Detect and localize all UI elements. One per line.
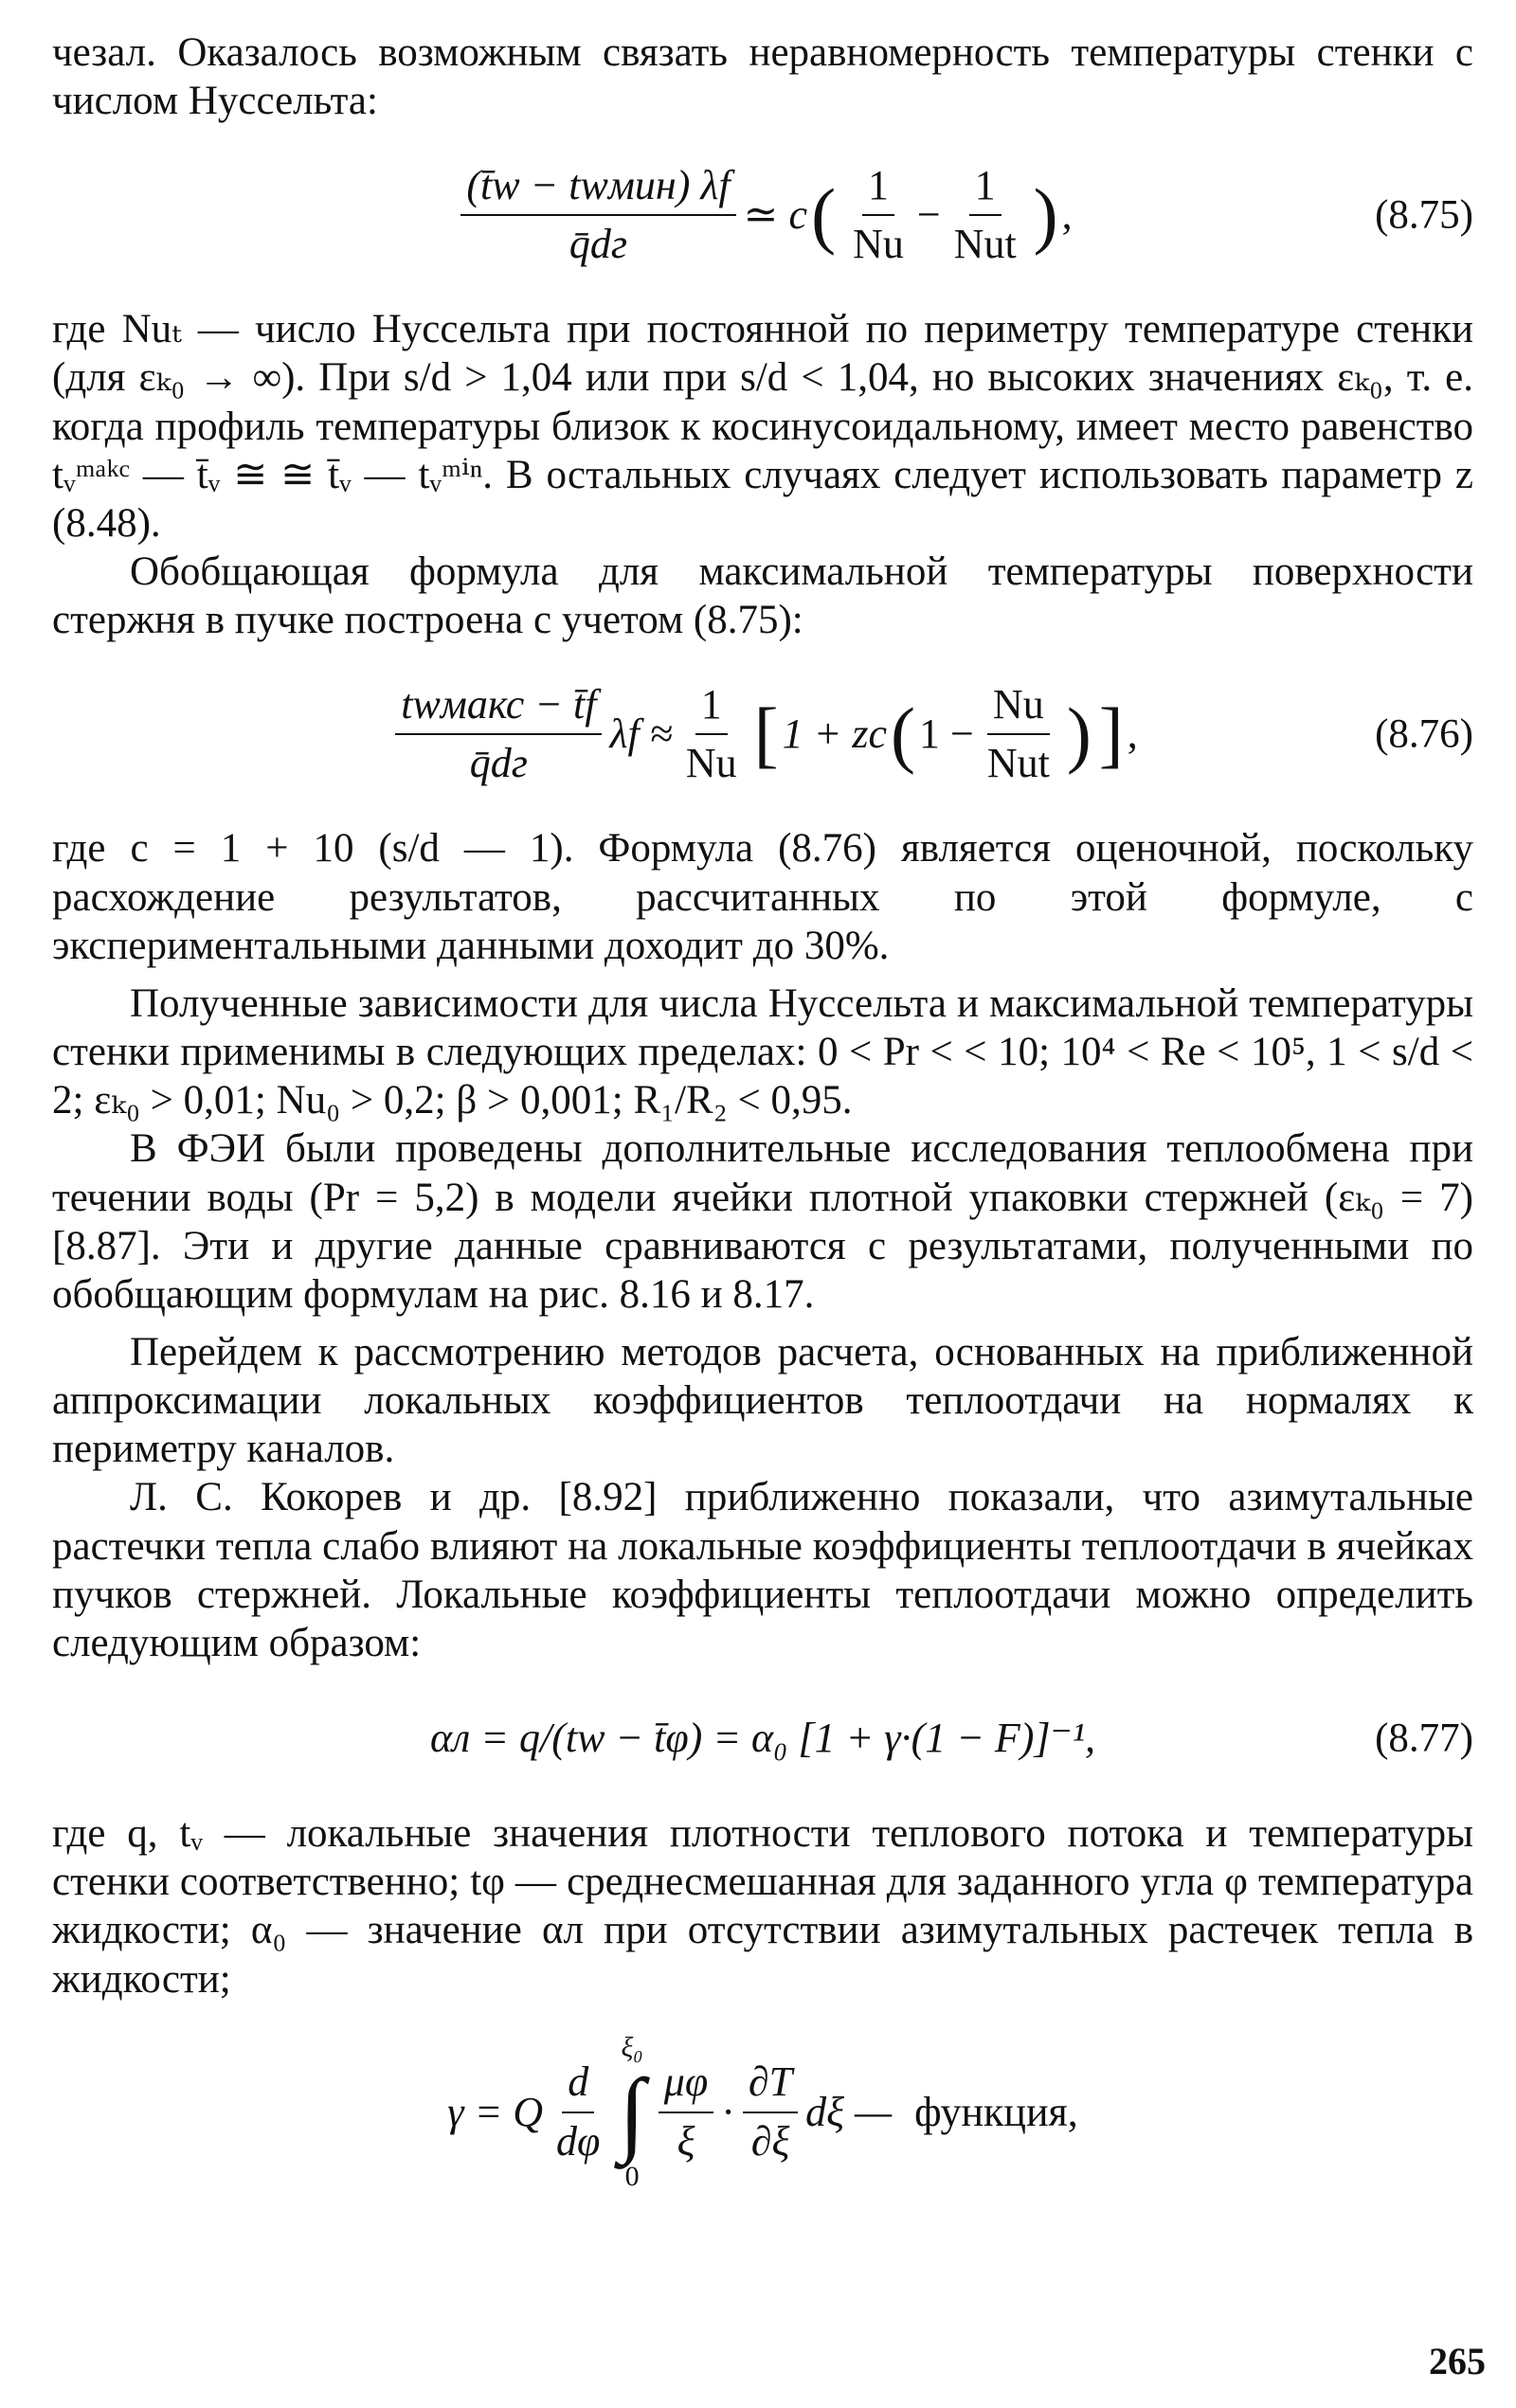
equation-number-8-75: (8.75)	[1375, 192, 1473, 238]
formula-8-75	[52, 144, 1473, 286]
integral-sign	[619, 2031, 644, 2193]
formula-8-76-coef	[680, 680, 743, 789]
formula-8-76-lambda: λf ≈	[609, 710, 673, 758]
paragraph-intro: чезал. Оказалось возможным связать неравномерность температуры стенки с числом Нуссельта:	[52, 30, 1473, 124]
left-bracket: [	[753, 692, 779, 776]
derivative-numerator: d	[562, 2058, 594, 2112]
ratio-numerator: Nu	[987, 680, 1050, 735]
mu-denominator: ξ	[677, 2117, 695, 2165]
right-paren: )	[1033, 173, 1058, 257]
formula-gamma-expr	[52, 2022, 1473, 2202]
inner-left-paren: (	[891, 692, 915, 776]
formula-8-76-inner: 1 + zc	[782, 710, 887, 758]
left-paren: (	[811, 173, 837, 257]
formula-8-75-fraction	[460, 161, 735, 270]
integral-symbol: ∫	[619, 2058, 645, 2165]
formula-8-76-numerator: twмакс − t̄f	[395, 680, 602, 735]
integral-upper-limit: ξ₀	[621, 2032, 643, 2063]
dt-denominator: ∂ξ	[750, 2117, 790, 2165]
formula-8-76-expr	[52, 663, 1473, 805]
gamma-derivative	[550, 2058, 605, 2166]
gamma-lhs: γ = Q	[447, 2088, 544, 2135]
gamma-mu-fraction	[659, 2058, 713, 2166]
term1-numerator: 1	[862, 161, 894, 216]
term1-denominator: Nu	[853, 221, 904, 268]
gamma-word: функция,	[914, 2088, 1078, 2135]
formula-8-77	[52, 1686, 1473, 1790]
minus-sign: −	[916, 191, 941, 239]
mu-numerator: μφ	[659, 2058, 713, 2112]
term2-numerator: 1	[969, 161, 1002, 216]
comma: ,	[1127, 710, 1138, 758]
paragraph-nut-definition: где Nuₜ — число Нуссельта при постоянной по периметру температуре стенки (для εₖ₀ → ∞). При s/d > 1,04 или при s/d < 1,04, но высоких значениях εₖ₀, т. е. когда профиль температуры близок к косинусоидальному, имеет место равенство tᵥᵐᵃᵏᶜ — t̄ᵥ ≅ ≅ t̄ᵥ — tᵥᵐⁱⁿ. В остальных случаях следует использовать параметр z (8.48).	[52, 307, 1473, 546]
coef-denominator: Nu	[685, 740, 737, 787]
formula-8-76-one: 1 −	[918, 710, 974, 758]
formula-8-76-fraction	[395, 680, 602, 789]
dt-numerator: ∂T	[743, 2058, 798, 2112]
gamma-dt-fraction	[743, 2058, 798, 2166]
formula-8-75-term1	[847, 161, 910, 270]
paragraph-methods: Перейдем к рассмотрению методов расчета, основанных на приближенной аппроксимации локальных коэффициентов теплоотдачи на нормалях к периметру каналов.	[52, 1329, 1473, 1472]
equation-number-8-77: (8.77)	[1375, 1716, 1473, 1761]
paragraph-limits: Полученные зависимости для числа Нуссельта и максимальной температуры стенки применимы в следующих пределах: 0 < Pr < < 10; 10⁴ < Re < 10⁵, 1 < s/d < 2; εₖ₀ > 0,01; Nu₀ > 0,2; β > 0,001; R₁/R₂ < 0,95.	[52, 980, 1473, 1123]
term2-denominator: Nut	[953, 221, 1017, 268]
paragraph-fei: В ФЭИ были проведены дополнительные исследования теплообмена при течении воды (Pr = 5,2) в модели ячейки плотной упаковки стержней (εₖ₀ = 7) [8.87]. Эти и другие данные сравниваются с результатами, полученными по обобщающим формулам на рис. 8.16 и 8.17.	[52, 1126, 1473, 1317]
equation-number-8-76: (8.76)	[1375, 711, 1473, 757]
formula-8-76-denominator: q̄dг	[469, 740, 528, 787]
right-bracket: ]	[1098, 692, 1124, 776]
gamma-tail: dξ —	[805, 2088, 893, 2135]
formula-8-76	[52, 663, 1473, 805]
paragraph-estimate: где c = 1 + 10 (s/d — 1). Формула (8.76) является оценочной, поскольку расхождение результатов, рассчитанных по этой формуле, с экспериментальными данными доходит до 30%.	[52, 826, 1473, 968]
ratio-denominator: Nut	[986, 740, 1050, 787]
formula-gamma	[52, 2022, 1473, 2202]
coef-numerator: 1	[695, 680, 728, 735]
formula-8-75-denominator: q̄dг	[568, 221, 628, 268]
formula-8-75-approx: ≃ c	[743, 191, 808, 239]
comma: ,	[1061, 191, 1073, 239]
formula-8-75-numerator: (t̄w − twмин) λf	[460, 161, 735, 216]
formula-8-75-expr	[52, 144, 1473, 286]
formula-8-76-ratio	[982, 680, 1056, 789]
paragraph-kokorev: Л. С. Кокорев и др. [8.92] приближенно показали, что азимутальные растечки тепла слабо влияют на локальные коэффициенты теплоотдачи в ячейках пучков стержней. Локальные коэффициенты теплоотдачи можно определить следующим образом:	[52, 1475, 1473, 1665]
paragraph-definitions: где q, tᵥ — локальные значения плотности теплового потока и температуры стенки соответственно; tφ — среднесмешанная для заданного угла φ температура жидкости; α₀ — значение αл при отсутствии азимутальных растечек тепла в жидкости;	[52, 1811, 1473, 2002]
inner-right-paren: )	[1066, 692, 1092, 776]
formula-8-77-expr: αл = q/(tw − t̄φ) = α₀ [1 + γ·(1 − F)]⁻¹,	[430, 1714, 1095, 1761]
page-number: 265	[1429, 2340, 1486, 2382]
book-page	[52, 28, 1473, 2378]
dot-operator: ·	[721, 2088, 735, 2135]
formula-8-75-term2	[948, 161, 1022, 270]
paragraph-generalized-formula: Обобщающая формула для максимальной температуры поверхности стержня в пучке построена с учетом (8.75):	[52, 549, 1473, 643]
derivative-denominator: dφ	[556, 2117, 601, 2165]
integral-lower-limit: 0	[624, 2160, 640, 2192]
